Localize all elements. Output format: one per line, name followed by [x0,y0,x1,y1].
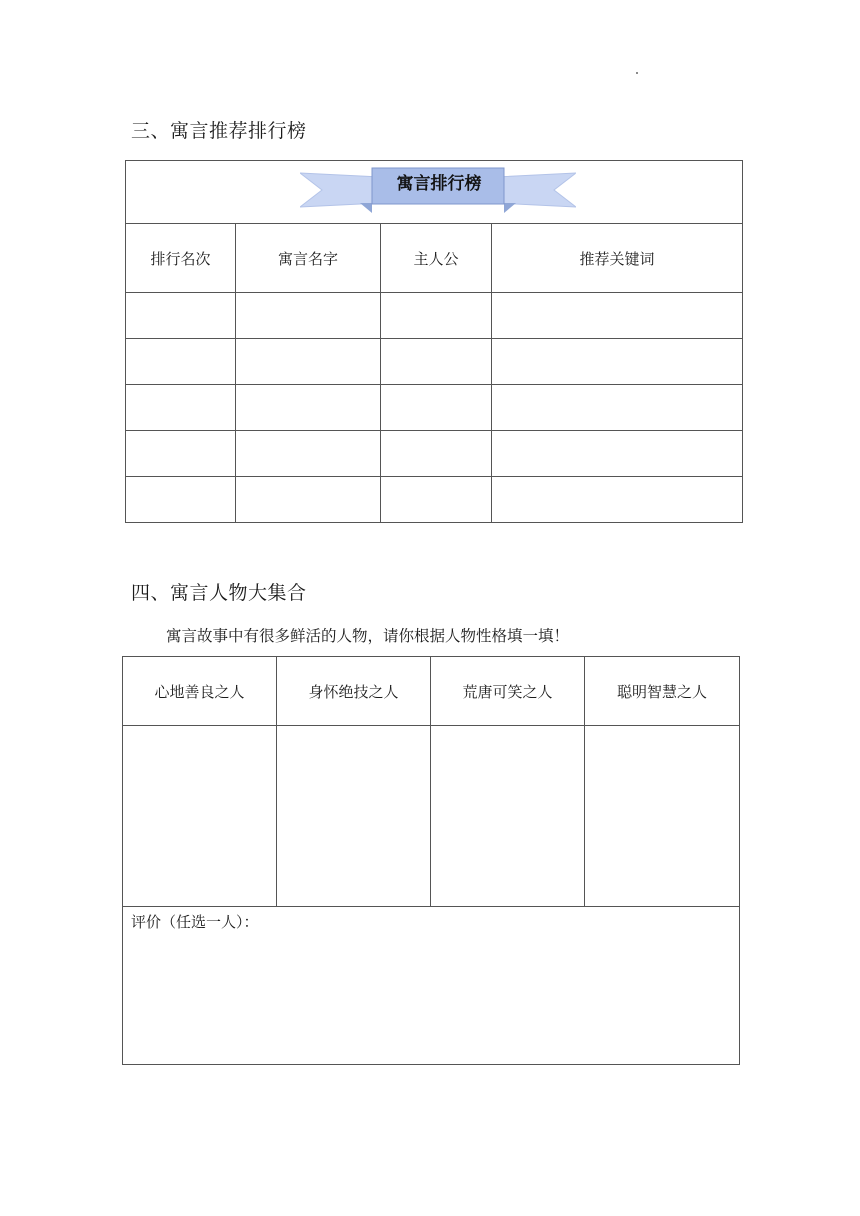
col-header-kind: 心地善良之人 [123,657,277,726]
character-table [122,656,740,1065]
banner-title: 寓言排行榜 [396,174,482,194]
table-cell[interactable] [492,339,743,385]
col-header-protagonist: 主人公 [381,224,492,293]
table-row [126,339,743,385]
col-header-absurd: 荒唐可笑之人 [431,657,585,726]
section4-heading: 四、寓言人物大集合 [131,582,307,604]
table-cell[interactable] [381,477,492,523]
table-cell[interactable] [126,293,236,339]
table-cell[interactable] [381,431,492,477]
table-cell[interactable] [126,477,236,523]
table-cell[interactable] [381,385,492,431]
table-cell[interactable] [126,385,236,431]
col-header-keywords: 推荐关键词 [492,224,743,293]
section3-heading: 三、寓言推荐排行榜 [131,120,307,142]
table-cell[interactable] [381,339,492,385]
col-header-rank: 排行名次 [126,224,236,293]
table-cell[interactable] [236,431,381,477]
evaluation-label: 评价（任选一人）： [131,913,259,931]
answer-cell-absurd[interactable] [431,726,585,907]
col-header-skilled: 身怀绝技之人 [277,657,431,726]
table-row [126,431,743,477]
answer-cell-skilled[interactable] [277,726,431,907]
col-header-fable-name: 寓言名字 [236,224,381,293]
table-cell[interactable] [236,385,381,431]
table-cell[interactable] [492,431,743,477]
answer-cell-wise[interactable] [585,726,740,907]
table-cell[interactable] [492,477,743,523]
table-cell[interactable] [236,293,381,339]
evaluation-cell[interactable] [123,907,740,1065]
banner-cell [126,161,743,224]
col-header-wise: 聪明智慧之人 [585,657,740,726]
table-row [126,293,743,339]
table-cell[interactable] [236,339,381,385]
table-row [126,477,743,523]
table-row [126,385,743,431]
page-mark [636,72,638,74]
table-cell[interactable] [126,431,236,477]
table-cell[interactable] [492,385,743,431]
table-cell[interactable] [492,293,743,339]
answer-cell-kind[interactable] [123,726,277,907]
table-cell[interactable] [236,477,381,523]
table-cell[interactable] [126,339,236,385]
section4-intro: 寓言故事中有很多鲜活的人物，请你根据人物性格填一填！ [166,627,570,645]
table-cell[interactable] [381,293,492,339]
ranking-table [125,160,743,523]
